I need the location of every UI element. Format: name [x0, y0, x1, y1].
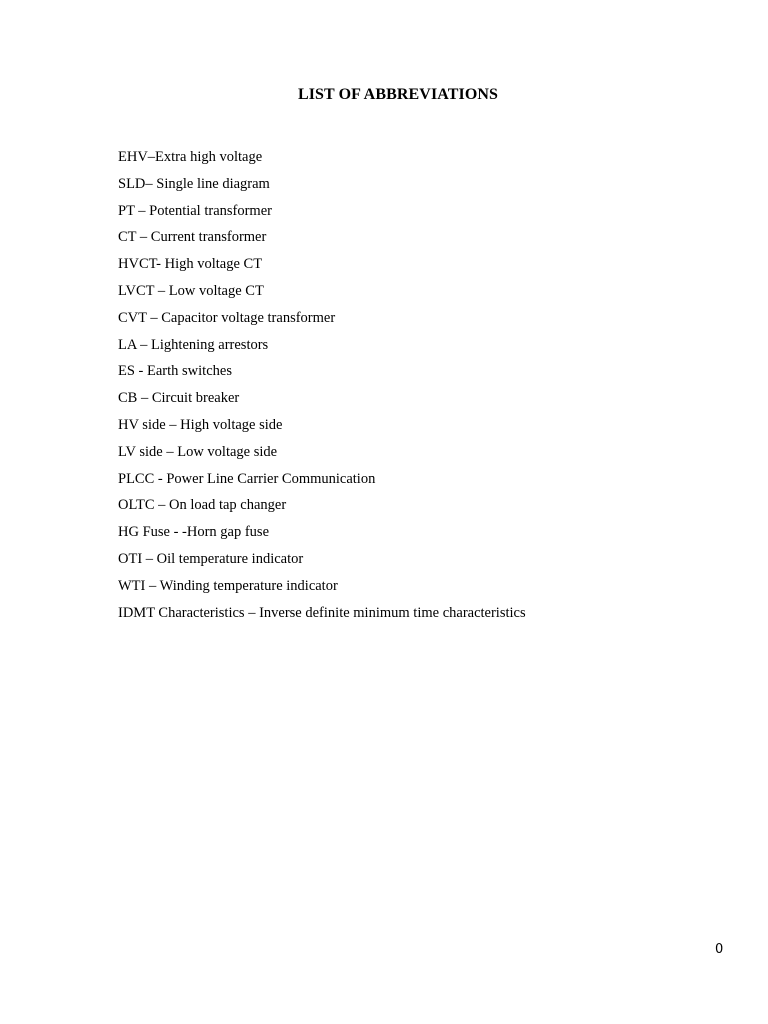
abbreviation-item: WTI – Winding temperature indicator	[118, 577, 338, 594]
abbreviation-item: LA – Lightening arrestors	[118, 336, 269, 353]
abbreviation-item: SLD– Single line diagram	[118, 175, 270, 192]
page-number: 0	[715, 942, 724, 957]
abbreviation-item: HVCT- High voltage CT	[118, 256, 263, 273]
page-title: LIST OF ABBREVIATIONS	[297, 86, 499, 103]
abbreviation-item: EHV–Extra high voltage	[118, 149, 263, 165]
abbreviation-list	[118, 147, 526, 629]
abbreviation-item: CVT – Capacitor voltage transformer	[118, 309, 336, 326]
abbreviation-item: LV side – Low voltage side	[118, 443, 278, 460]
abbreviation-item: PLCC - Power Line Carrier Communication	[118, 470, 376, 487]
abbreviation-item: OTI – Oil temperature indicator	[118, 550, 304, 567]
abbreviation-item: HG Fuse - -Horn gap fuse	[118, 524, 270, 541]
abbreviation-item: ES - Earth switches	[118, 363, 232, 380]
abbreviation-item: LVCT – Low voltage CT	[118, 282, 264, 299]
abbreviation-item: CT – Current transformer	[118, 229, 267, 246]
abbreviation-item: PT – Potential transformer	[118, 202, 272, 219]
abbreviation-item: IDMT Characteristics – Inverse definite minimum time characteristics	[118, 604, 526, 621]
abbreviation-item: HV side – High voltage side	[118, 416, 283, 433]
abbreviation-item: OLTC – On load tap changer	[118, 497, 287, 514]
abbreviation-item: CB – Circuit breaker	[118, 390, 240, 407]
